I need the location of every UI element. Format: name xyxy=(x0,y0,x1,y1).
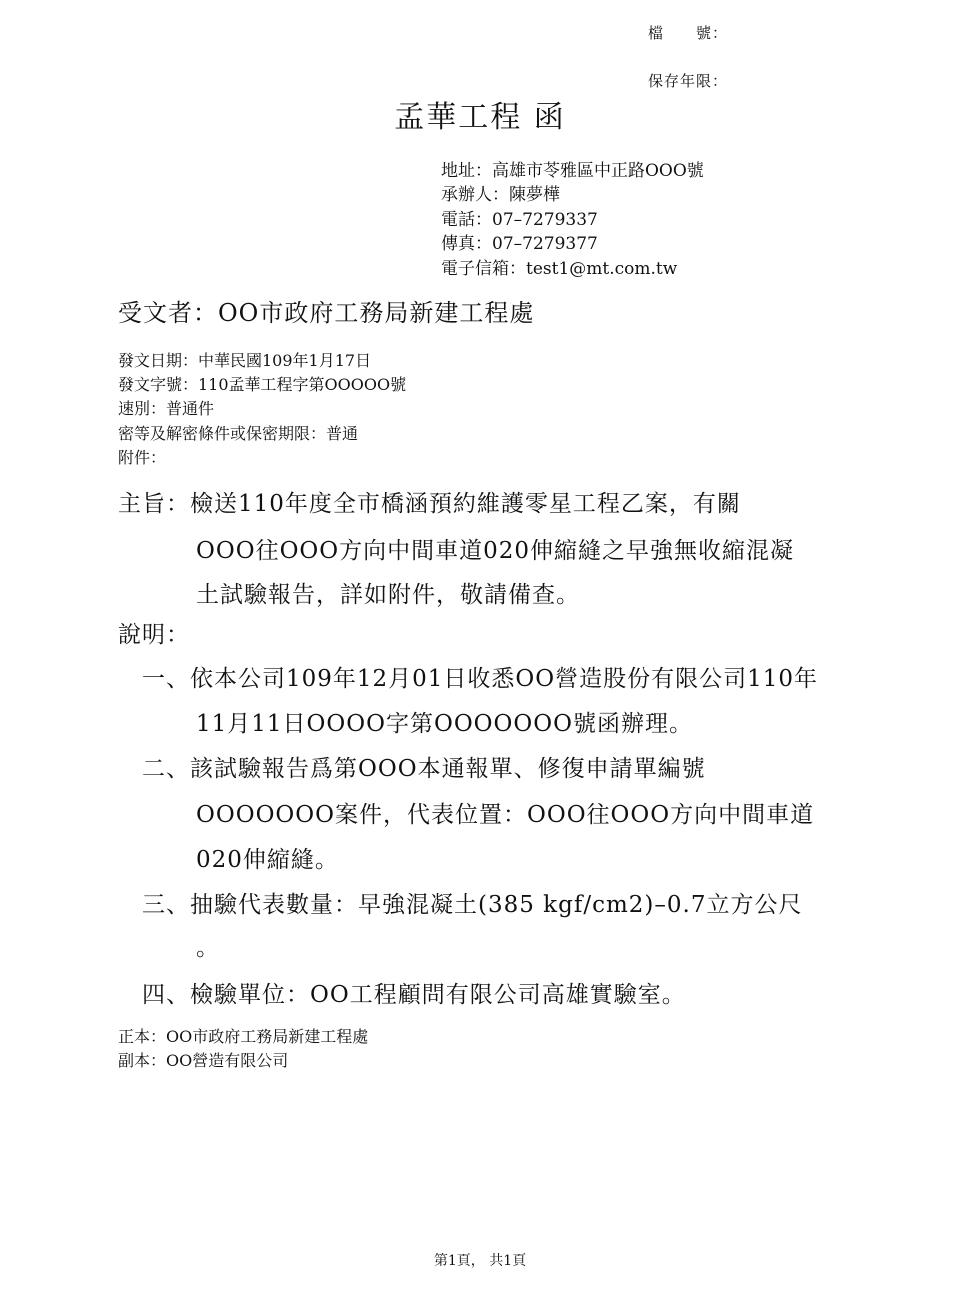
original-recipient: 正本：OO市政府工務局新建工程處 xyxy=(118,1027,369,1046)
explanation-item-3-line-1: 三、抽驗代表數量：早強混凝土(385 kgf/cm2)–0.7立方公尺 xyxy=(142,892,803,918)
explanation-item-4-line-1: 四、檢驗單位：OO工程顧問有限公司高雄實驗室。 xyxy=(142,982,686,1008)
explanation-item-1-line-2: 11月11日OOOO字第OOOOOOO號函辦理。 xyxy=(196,711,693,737)
sender-email: 電子信箱：test1@mt.com.tw xyxy=(441,259,678,279)
issue-date: 發文日期：中華民國109年1月17日 xyxy=(118,351,372,370)
retention-label: 保存年限： xyxy=(648,72,729,90)
sender-address: 地址：高雄市苓雅區中正路OOO號 xyxy=(441,161,704,181)
subject-line-2: OOO往OOO方向中間車道020伸縮縫之早強無收縮混凝 xyxy=(196,538,795,564)
document-number: 發文字號：110孟華工程字第OOOOO號 xyxy=(118,375,407,394)
explanation-item-3-line-2: 。 xyxy=(196,935,220,961)
sender-phone: 電話：07–7279337 xyxy=(441,210,598,230)
file-number-label: 檔 號： xyxy=(648,24,729,42)
explanation-item-2-line-3: 020伸縮縫。 xyxy=(196,847,339,873)
recipient: 受文者：OO市政府工務局新建工程處 xyxy=(118,299,535,327)
explanation-heading: 說明： xyxy=(118,622,190,648)
attachment-label: 附件： xyxy=(118,448,167,467)
classification: 密等及解密條件或保密期限：普通 xyxy=(118,424,359,443)
explanation-item-2-line-1: 二、該試驗報告爲第OOO本通報單、修復申請單編號 xyxy=(142,756,706,782)
sender-fax: 傳真：07–7279377 xyxy=(441,234,598,254)
explanation-item-1-line-1: 一、依本公司109年12月01日收悉OO營造股份有限公司110年 xyxy=(142,666,819,692)
document-title: 孟華工程 函 xyxy=(394,100,566,135)
explanation-item-2-line-2: OOOOOOO案件，代表位置：OOO往OOO方向中間車道 xyxy=(196,802,815,828)
subject-line-3: 土試驗報告，詳如附件，敬請備查。 xyxy=(196,582,580,608)
copy-recipient: 副本：OO營造有限公司 xyxy=(118,1051,289,1070)
subject-line-1: 主旨：檢送110年度全市橋涵預約維護零星工程乙案，有關 xyxy=(118,491,741,517)
sender-contact-person: 承辦人：陳夢樺 xyxy=(441,185,560,205)
page-number: 第1頁， 共1頁 xyxy=(433,1253,527,1269)
delivery-speed: 速別：普通件 xyxy=(118,399,215,418)
